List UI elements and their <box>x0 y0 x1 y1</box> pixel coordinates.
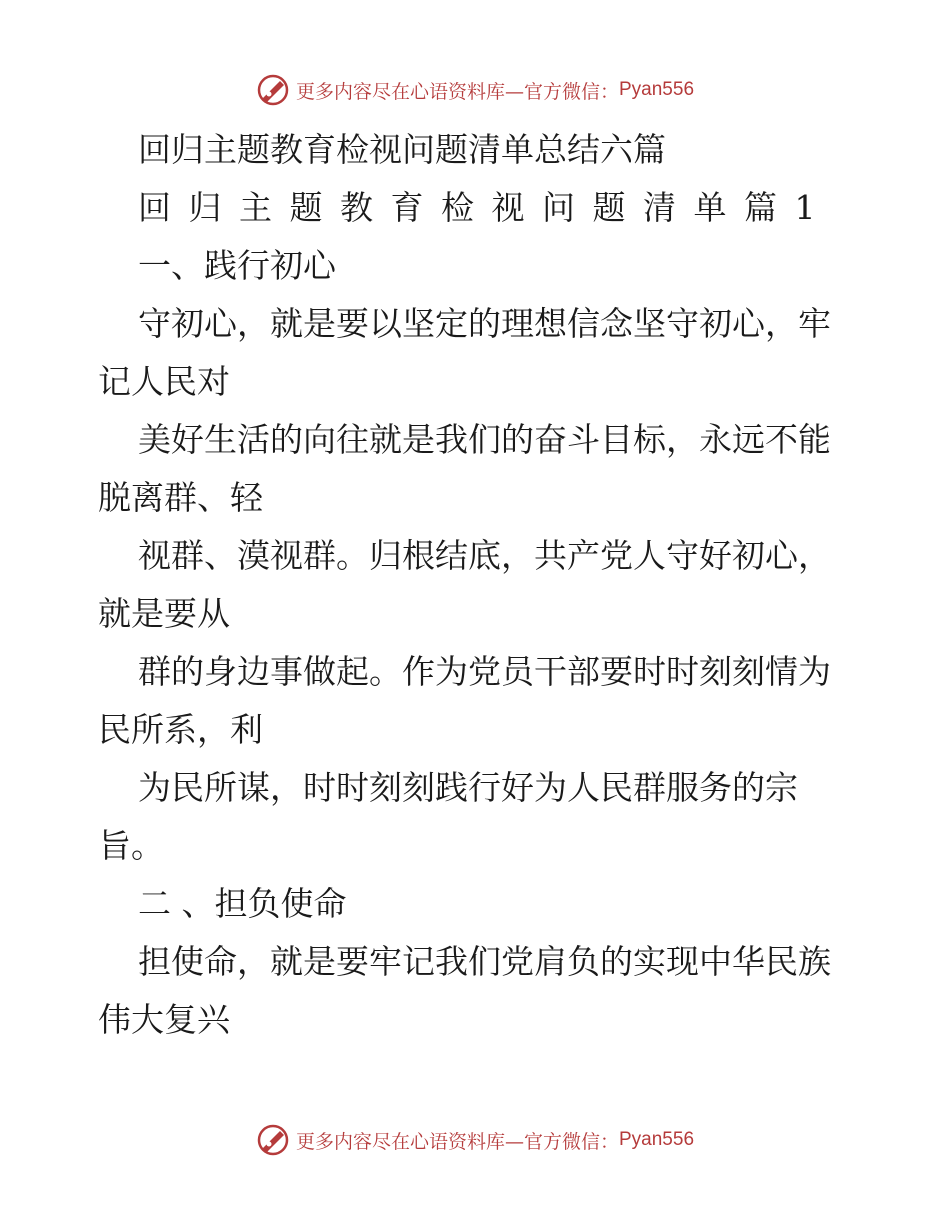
document-title: 回归主题教育检视问题清单总结六篇 <box>138 130 666 169</box>
paragraph-line: 担使命，就是要牢记我们党肩负的实现中华民族 <box>138 942 831 981</box>
banner-text: 更多内容尽在心语资料库—官方微信： <box>295 1130 619 1153</box>
paragraph-line: 记人民对 <box>98 362 230 401</box>
paragraph-line: 旨。 <box>98 826 164 865</box>
paragraph-line: 脱离群、轻 <box>98 478 263 517</box>
document-body <box>98 121 858 1049</box>
paragraph-line: 群的身边事做起。作为党员干部要时时刻刻情为 <box>138 652 831 691</box>
paragraph-line: 视群、漠视群。归根结底，共产党人守好初心， <box>138 536 831 575</box>
pen-logo-icon <box>256 73 290 107</box>
footer-watermark-banner <box>0 1120 950 1160</box>
document-subtitle: 回归主题教育检视问题清单篇1 <box>138 188 833 227</box>
section-heading: 二 、担负使命 <box>138 884 347 923</box>
paragraph-line: 为民所谋，时时刻刻践行好为人民群服务的宗 <box>138 768 798 807</box>
banner-wechat-id: Pyan556 <box>619 79 695 100</box>
paragraph-line: 伟大复兴 <box>98 1000 230 1039</box>
banner-text: 更多内容尽在心语资料库—官方微信： <box>295 80 619 103</box>
banner-wechat-id: Pyan556 <box>619 1129 695 1150</box>
header-watermark-banner <box>0 70 950 110</box>
paragraph-line: 就是要从 <box>98 594 230 633</box>
section-heading: 一、践行初心 <box>138 246 336 285</box>
paragraph-line: 守初心，就是要以坚定的理想信念坚守初心，牢 <box>138 304 831 343</box>
paragraph-line: 民所系，利 <box>98 710 263 749</box>
pen-logo-icon <box>256 1123 290 1157</box>
paragraph-line: 美好生活的向往就是我们的奋斗目标，永远不能 <box>138 420 831 459</box>
